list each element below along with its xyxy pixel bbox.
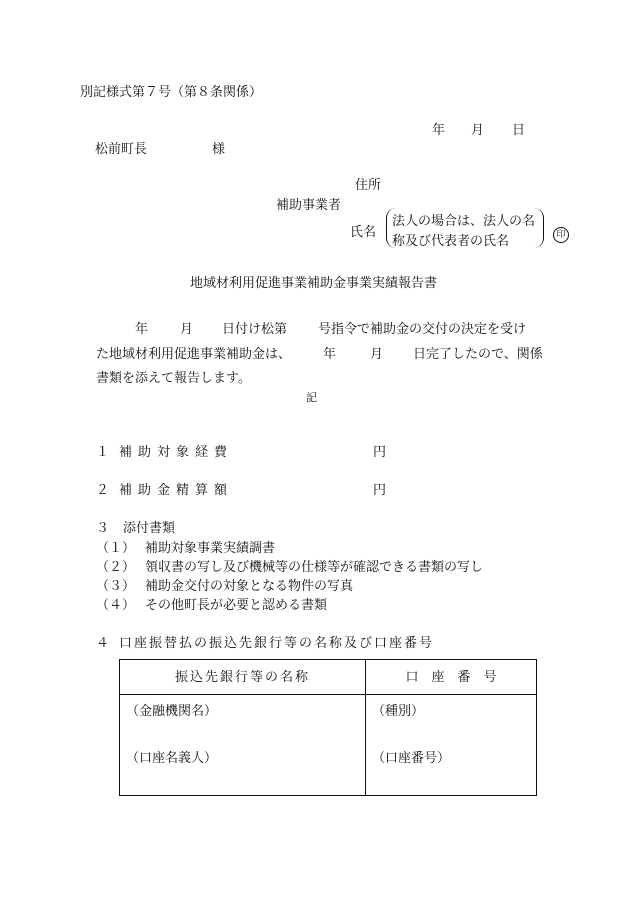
name-label: 氏名	[350, 225, 377, 240]
item-label: 補助対象経費	[119, 445, 234, 460]
address-label: 住所	[355, 178, 382, 193]
item-number: ２	[96, 483, 110, 498]
body-line3: 書類を添えて報告します。	[96, 371, 251, 386]
body-month-2: 月	[370, 347, 384, 362]
date-day: 日	[512, 123, 526, 138]
attachment-text: 補助対象事業実績調書	[145, 541, 276, 556]
body-month-1: 月	[180, 322, 194, 337]
attachment-mark: （４）	[96, 598, 136, 613]
bank-col1-header: 振込先銀行等の名称	[174, 670, 310, 685]
date-year: 年	[432, 123, 446, 138]
bank-col2-header: 口 座 番 号	[405, 670, 497, 685]
body-line2-start: た地域材利用促進事業補助金は、	[96, 347, 292, 362]
bank-number: ４	[96, 636, 110, 651]
addressee: 松前町長	[95, 142, 148, 157]
form-number: 別記様式第７号（第８条関係）	[80, 85, 263, 100]
bank-heading: 口座振替払の振込先銀行等の名称及び口座番号	[119, 636, 435, 651]
item-unit: 円	[373, 483, 387, 498]
body-day-prefix: 日付け松第	[222, 322, 288, 337]
bank-account-table	[119, 659, 537, 796]
addressee-honorific: 様	[212, 142, 226, 157]
item-unit: 円	[373, 445, 387, 460]
attachment-text: その他町長が必要と認める書類	[145, 598, 328, 613]
attachments-heading: 添付書類	[123, 521, 176, 536]
name-note-line1: 法人の場合は、法人の名	[392, 214, 536, 229]
account-type-label: （種別）	[372, 704, 425, 719]
role-label: 補助事業者	[276, 198, 342, 213]
date-month: 月	[471, 123, 485, 138]
holder-label: （口座名義人）	[126, 751, 218, 766]
attachment-mark: （２）	[96, 560, 136, 575]
ki-mark: 記	[306, 391, 317, 404]
attachment-text: 領収書の写し及び機械等の仕様等が確認できる書類の写し	[145, 560, 484, 575]
item-label: 補助金精算額	[119, 483, 234, 498]
attachments-number: ３	[96, 521, 110, 536]
attachment-mark: （１）	[96, 541, 136, 556]
name-note-line2: 称及び代表者の氏名	[392, 234, 510, 249]
item-number: １	[96, 445, 110, 460]
account-number-label: （口座番号）	[372, 751, 451, 766]
attachment-text: 補助金交付の対象となる物件の写真	[145, 579, 354, 594]
body-line2-rest: 日完了したので、関係	[413, 347, 543, 362]
attachment-mark: （３）	[96, 579, 136, 594]
body-line1-rest: 号指令で補助金の交付の決定を受け	[318, 322, 527, 337]
table-row-divider	[120, 694, 536, 695]
report-title: 地域材利用促進事業補助金事業実績報告書	[190, 276, 438, 291]
seal-mark: 印	[553, 227, 569, 243]
institution-label: （金融機関名）	[126, 704, 218, 719]
body-year-2: 年	[323, 347, 337, 362]
body-year-1: 年	[135, 322, 149, 337]
